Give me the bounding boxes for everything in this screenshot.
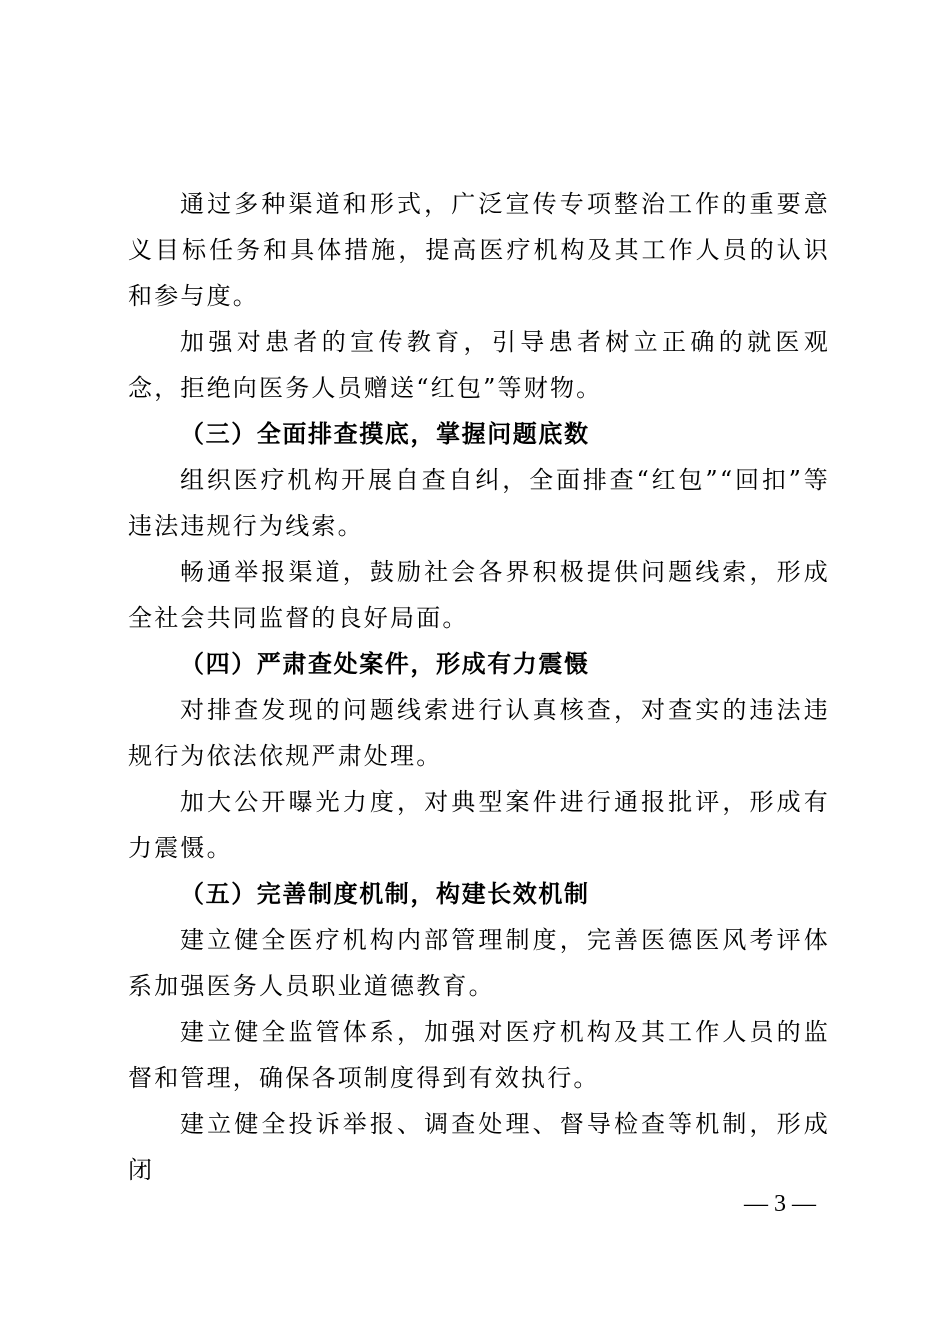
body-paragraph: 通过多种渠道和形式，广泛宣传专项整治工作的重要意义目标任务和具体措施，提高医疗机构及其工作人员的认识和参与度。 (128, 190, 830, 310)
section-heading: （五）完善制度机制，构建长效机制 (180, 879, 590, 908)
body-paragraph: 建立健全监管体系，加强对医疗机构及其工作人员的监督和管理，确保各项制度得到有效执行。 (128, 1018, 830, 1092)
section-heading: （三）全面排查摸底，掌握问题底数 (180, 419, 590, 448)
section-heading: （四）严肃查处案件，形成有力震慑 (180, 649, 590, 678)
body-paragraph: 建立健全投诉举报、调查处理、督导检查等机制，形成闭 (128, 1110, 830, 1184)
document-body (128, 181, 830, 1193)
body-paragraph: 加大公开曝光力度，对典型案件进行通报批评，形成有力震慑。 (128, 788, 830, 862)
body-paragraph: 对排查发现的问题线索进行认真核查，对查实的违法违规行为依法依规严肃处理。 (128, 696, 830, 770)
body-paragraph: 组织医疗机构开展自查自纠，全面排查“红包”“回扣”等违法违规行为线索。 (128, 466, 830, 540)
body-paragraph: 畅通举报渠道，鼓励社会各界积极提供问题线索，形成全社会共同监督的良好局面。 (128, 558, 830, 632)
body-paragraph: 加强对患者的宣传教育，引导患者树立正确的就医观念，拒绝向医务人员赠送“红包”等财物。 (128, 328, 830, 402)
page-number: — 3 — (744, 1191, 816, 1217)
body-paragraph: 建立健全医疗机构内部管理制度，完善医德医风考评体系加强医务人员职业道德教育。 (128, 926, 830, 1000)
